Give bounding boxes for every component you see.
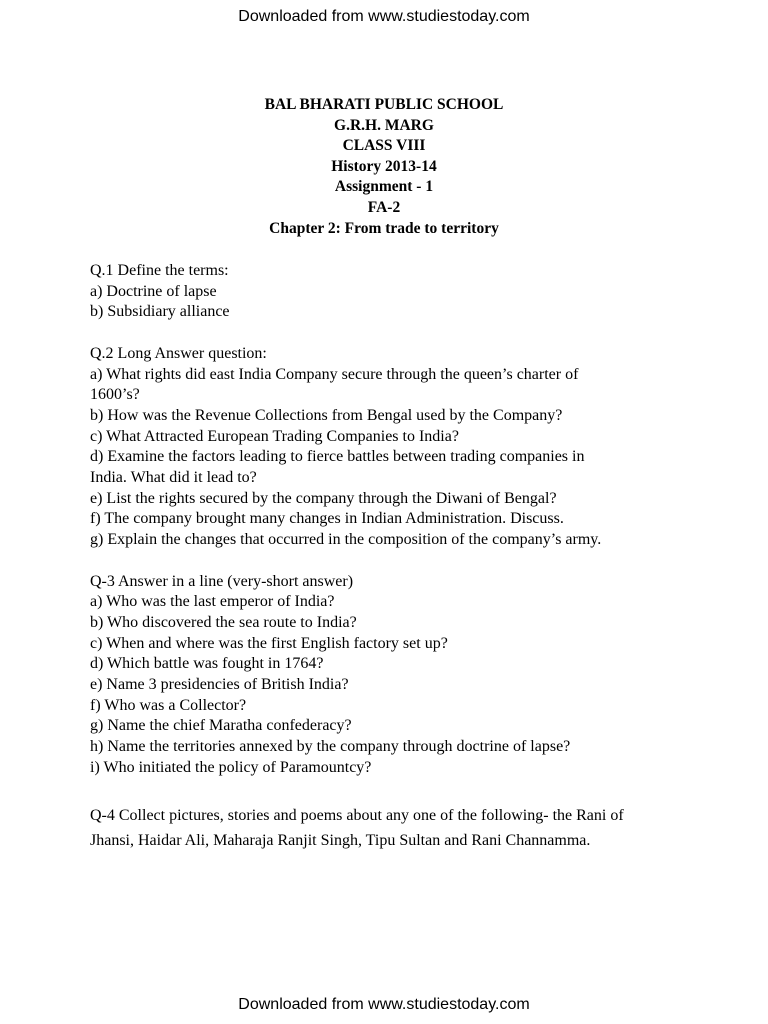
q4-line: Jhansi, Haidar Ali, Maharaja Ranjit Singh, Tipu Sultan and Rani Channamma. (90, 832, 591, 850)
q3-item: d) Which battle was fought in 1764? (90, 655, 324, 673)
q3-item: h) Name the territories annexed by the company through doctrine of lapse? (90, 738, 571, 756)
q3-section (90, 572, 730, 779)
q2-item: c) What Attracted European Trading Companies to India? (90, 427, 459, 445)
q3-item: i) Who initiated the policy of Paramountcy? (90, 758, 372, 776)
chapter-title: Chapter 2: From trade to territory (269, 219, 499, 237)
q2-item: e) List the rights secured by the company through the Diwani of Bengal? (90, 489, 557, 507)
q2-title: Q.2 Long Answer question: (90, 344, 267, 362)
fa-label: FA-2 (367, 198, 401, 216)
q3-item: e) Name 3 presidencies of British India? (90, 676, 349, 694)
subject-year: History 2013-14 (331, 157, 437, 175)
q3-title: Q-3 Answer in a line (very-short answer) (90, 572, 354, 590)
q3-item: f) Who was a Collector? (90, 696, 247, 714)
q3-item: b) Who discovered the sea route to India? (90, 613, 357, 631)
q4-section (90, 803, 730, 853)
question-body (90, 261, 730, 853)
q1-title: Q.1 Define the terms: (90, 262, 229, 279)
q2-item: a) What rights did east India Company secure through the queen’s charter of (90, 365, 579, 383)
q1-item: a) Doctrine of lapse (90, 282, 217, 300)
q2-item: 1600’s? (90, 386, 140, 404)
q2-item: b) How was the Revenue Collections from Bengal used by the Company? (90, 406, 563, 424)
q3-item: a) Who was the last emperor of India? (90, 593, 335, 611)
class-label: CLASS VIII (342, 137, 426, 155)
q2-item: f) The company brought many changes in Indian Administration. Discuss. (90, 510, 564, 528)
assignment-label: Assignment - 1 (334, 178, 434, 196)
q2-item: India. What did it lead to? (90, 469, 257, 487)
download-banner-bottom: Downloaded from www.studiestoday.com (238, 996, 530, 1013)
q3-item: c) When and where was the first English factory set up? (90, 634, 448, 652)
school-name: BAL BHARATI PUBLIC SCHOOL (264, 96, 504, 113)
q2-item: g) Explain the changes that occurred in the composition of the company’s army. (90, 531, 602, 549)
school-address: G.R.H. MARG (334, 116, 434, 134)
q1-item: b) Subsidiary alliance (90, 303, 230, 321)
q1-section (90, 261, 730, 323)
q3-item: g) Name the chief Maratha confederacy? (90, 717, 352, 735)
q2-section (90, 344, 730, 551)
q4-line: Q-4 Collect pictures, stories and poems about any one of the following- the Rani of (90, 807, 624, 825)
q2-item: d) Examine the factors leading to fierce battles between trading companies in (90, 448, 585, 466)
download-banner-top: Downloaded from www.studiestoday.com (238, 8, 530, 25)
document-header (0, 95, 768, 239)
